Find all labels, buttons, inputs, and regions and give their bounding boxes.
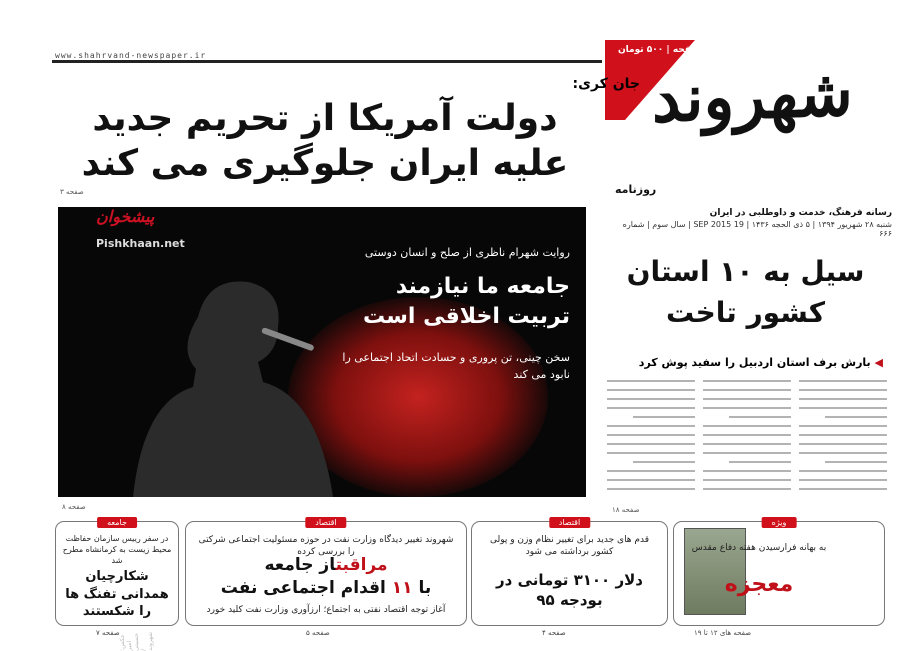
photo-page-ref: صفحه ۸ xyxy=(62,503,86,511)
text-line xyxy=(703,389,791,391)
text-line xyxy=(703,452,791,454)
text-line xyxy=(607,380,695,382)
photo-subtitle: سخن چینی، تن پروری و حسادت اتحاد اجتماعی را نابود می کند xyxy=(342,351,570,381)
box-title-a: مراقبت xyxy=(335,555,388,575)
text-line xyxy=(607,398,695,400)
masthead xyxy=(615,55,890,205)
photo-kicker: روایت شهرام ناظری از صلح و انسان دوستی xyxy=(364,246,570,259)
text-line xyxy=(799,380,887,382)
text-line xyxy=(703,425,791,427)
box-title-b: از جامعه xyxy=(264,555,336,575)
text-line xyxy=(607,452,695,454)
box-page-ref: صفحه ۴ xyxy=(542,629,566,637)
text-line xyxy=(799,389,887,391)
text-line xyxy=(607,470,695,472)
text-line xyxy=(799,407,887,409)
box-kicker: شهروند تغییر دیدگاه وزارت نفت در حوزه مسئولیت اجتماعی شرکتی را بررسی کرده xyxy=(198,535,454,558)
text-line xyxy=(703,488,791,490)
box-subtitle: آغاز توجه اقتصاد نفتی به اجتماع؛ ارزآوری وزارت نفت کلید خورد xyxy=(206,605,446,615)
box-tag: اقتصاد xyxy=(549,517,590,528)
text-line xyxy=(799,470,887,472)
text-line xyxy=(607,434,695,436)
box-special xyxy=(673,518,885,637)
flood-page-ref: صفحه ۱۸ xyxy=(612,506,640,514)
box-title-c: با xyxy=(418,577,432,598)
box-tag: ویژه xyxy=(762,517,797,528)
watermark-url: Pishkhaan.net xyxy=(96,237,185,250)
text-line xyxy=(607,425,695,427)
text-line xyxy=(607,389,695,391)
box-title: شکارچیان همدانی تفنگ ها را شکستند xyxy=(65,569,169,620)
text-line xyxy=(703,479,791,481)
box-society xyxy=(55,518,179,637)
photo-credit: عکس: امیر حسینی / شهروند xyxy=(119,632,154,651)
box-page-ref: صفحه ۵ xyxy=(306,629,330,637)
text-line xyxy=(703,434,791,436)
text-line xyxy=(799,398,887,400)
header-rule xyxy=(52,60,602,63)
text-line xyxy=(799,452,887,454)
text-line xyxy=(799,443,887,445)
text-line xyxy=(799,479,887,481)
box-tag: اقتصاد xyxy=(305,517,346,528)
box-title: دلار ۳۱۰۰ تومانی در بودجه ۹۵ xyxy=(496,571,643,610)
article-column-3 xyxy=(607,380,695,500)
price-label: ۲۰ صفحه | ۵۰۰ تومان xyxy=(618,45,715,55)
lead-kicker: جان کری: xyxy=(572,76,640,92)
masthead-logo: شهروند xyxy=(652,55,853,138)
flood-sub-text: بارش برف استان اردبیل را سفید پوش کرد xyxy=(638,356,871,369)
text-line xyxy=(703,398,791,400)
lead-page-ref: صفحه ۳ xyxy=(60,188,84,196)
photo-title: جامعه ما نیازمند تربیت اخلاقی است xyxy=(362,274,570,329)
box-title xyxy=(186,554,466,600)
text-line xyxy=(703,470,791,472)
text-line xyxy=(703,380,791,382)
box-title: معجزه xyxy=(724,572,794,597)
box-kicker: قدم های جدید برای تغییر نظام وزن و پولی کشور برداشته می شود xyxy=(489,535,650,558)
watermark-logo: پیشخوان xyxy=(96,207,155,226)
flood-article-columns xyxy=(607,380,887,500)
box-economy-oil xyxy=(185,518,467,637)
text-line xyxy=(729,416,791,418)
text-line xyxy=(825,416,887,418)
flood-headline: سیل به ۱۰ استان کشور تاخت xyxy=(626,255,865,329)
box-title-d: اقدام اجتماعی نفت xyxy=(220,577,386,598)
box-kicker: به بهانه فرارسیدن هفته دفاع مقدس xyxy=(691,543,827,553)
slogan: رسانه فرهنگ، خدمت و داوطلبی در ایران xyxy=(709,208,892,218)
text-line xyxy=(703,443,791,445)
masthead-kind: روزنامه xyxy=(615,183,657,196)
text-line xyxy=(703,407,791,409)
article-column-1 xyxy=(799,380,887,500)
box-page-ref: صفحه ۷ xyxy=(96,629,120,637)
article-column-2 xyxy=(703,380,791,500)
text-line xyxy=(799,434,887,436)
box-economy-dollar xyxy=(471,518,668,637)
text-line xyxy=(607,479,695,481)
text-line xyxy=(633,416,695,418)
text-line xyxy=(607,407,695,409)
flood-subheadline xyxy=(608,356,883,369)
box-tag: جامعه xyxy=(97,517,137,528)
text-line xyxy=(633,461,695,463)
text-line xyxy=(799,488,887,490)
bullet-icon: ◀ xyxy=(874,356,883,369)
singer-silhouette xyxy=(128,257,338,497)
website-url: www.shahrvand-newspaper.ir xyxy=(55,51,207,60)
box-kicker: در سفر رییس سازمان حفاظت محیط زیست به کرمانشاه مطرح شد xyxy=(62,534,172,565)
box-page-ref: صفحه های ۱۲ تا ۱۹ xyxy=(694,629,752,637)
text-line xyxy=(825,461,887,463)
text-line xyxy=(799,425,887,427)
text-line xyxy=(729,461,791,463)
dateline: شنبه ۲۸ شهریور ۱۳۹۴ | ۵ ذی الحجه ۱۴۳۶ | 19 SEP 2015 | سال سوم | شماره ۶۶۶ xyxy=(622,220,892,238)
text-line xyxy=(607,488,695,490)
box-title-num: ۱۱ xyxy=(391,577,413,598)
text-line xyxy=(607,443,695,445)
lead-headline: دولت آمریکا از تحریم جدید علیه ایران جلوگیری می کند xyxy=(81,98,569,184)
